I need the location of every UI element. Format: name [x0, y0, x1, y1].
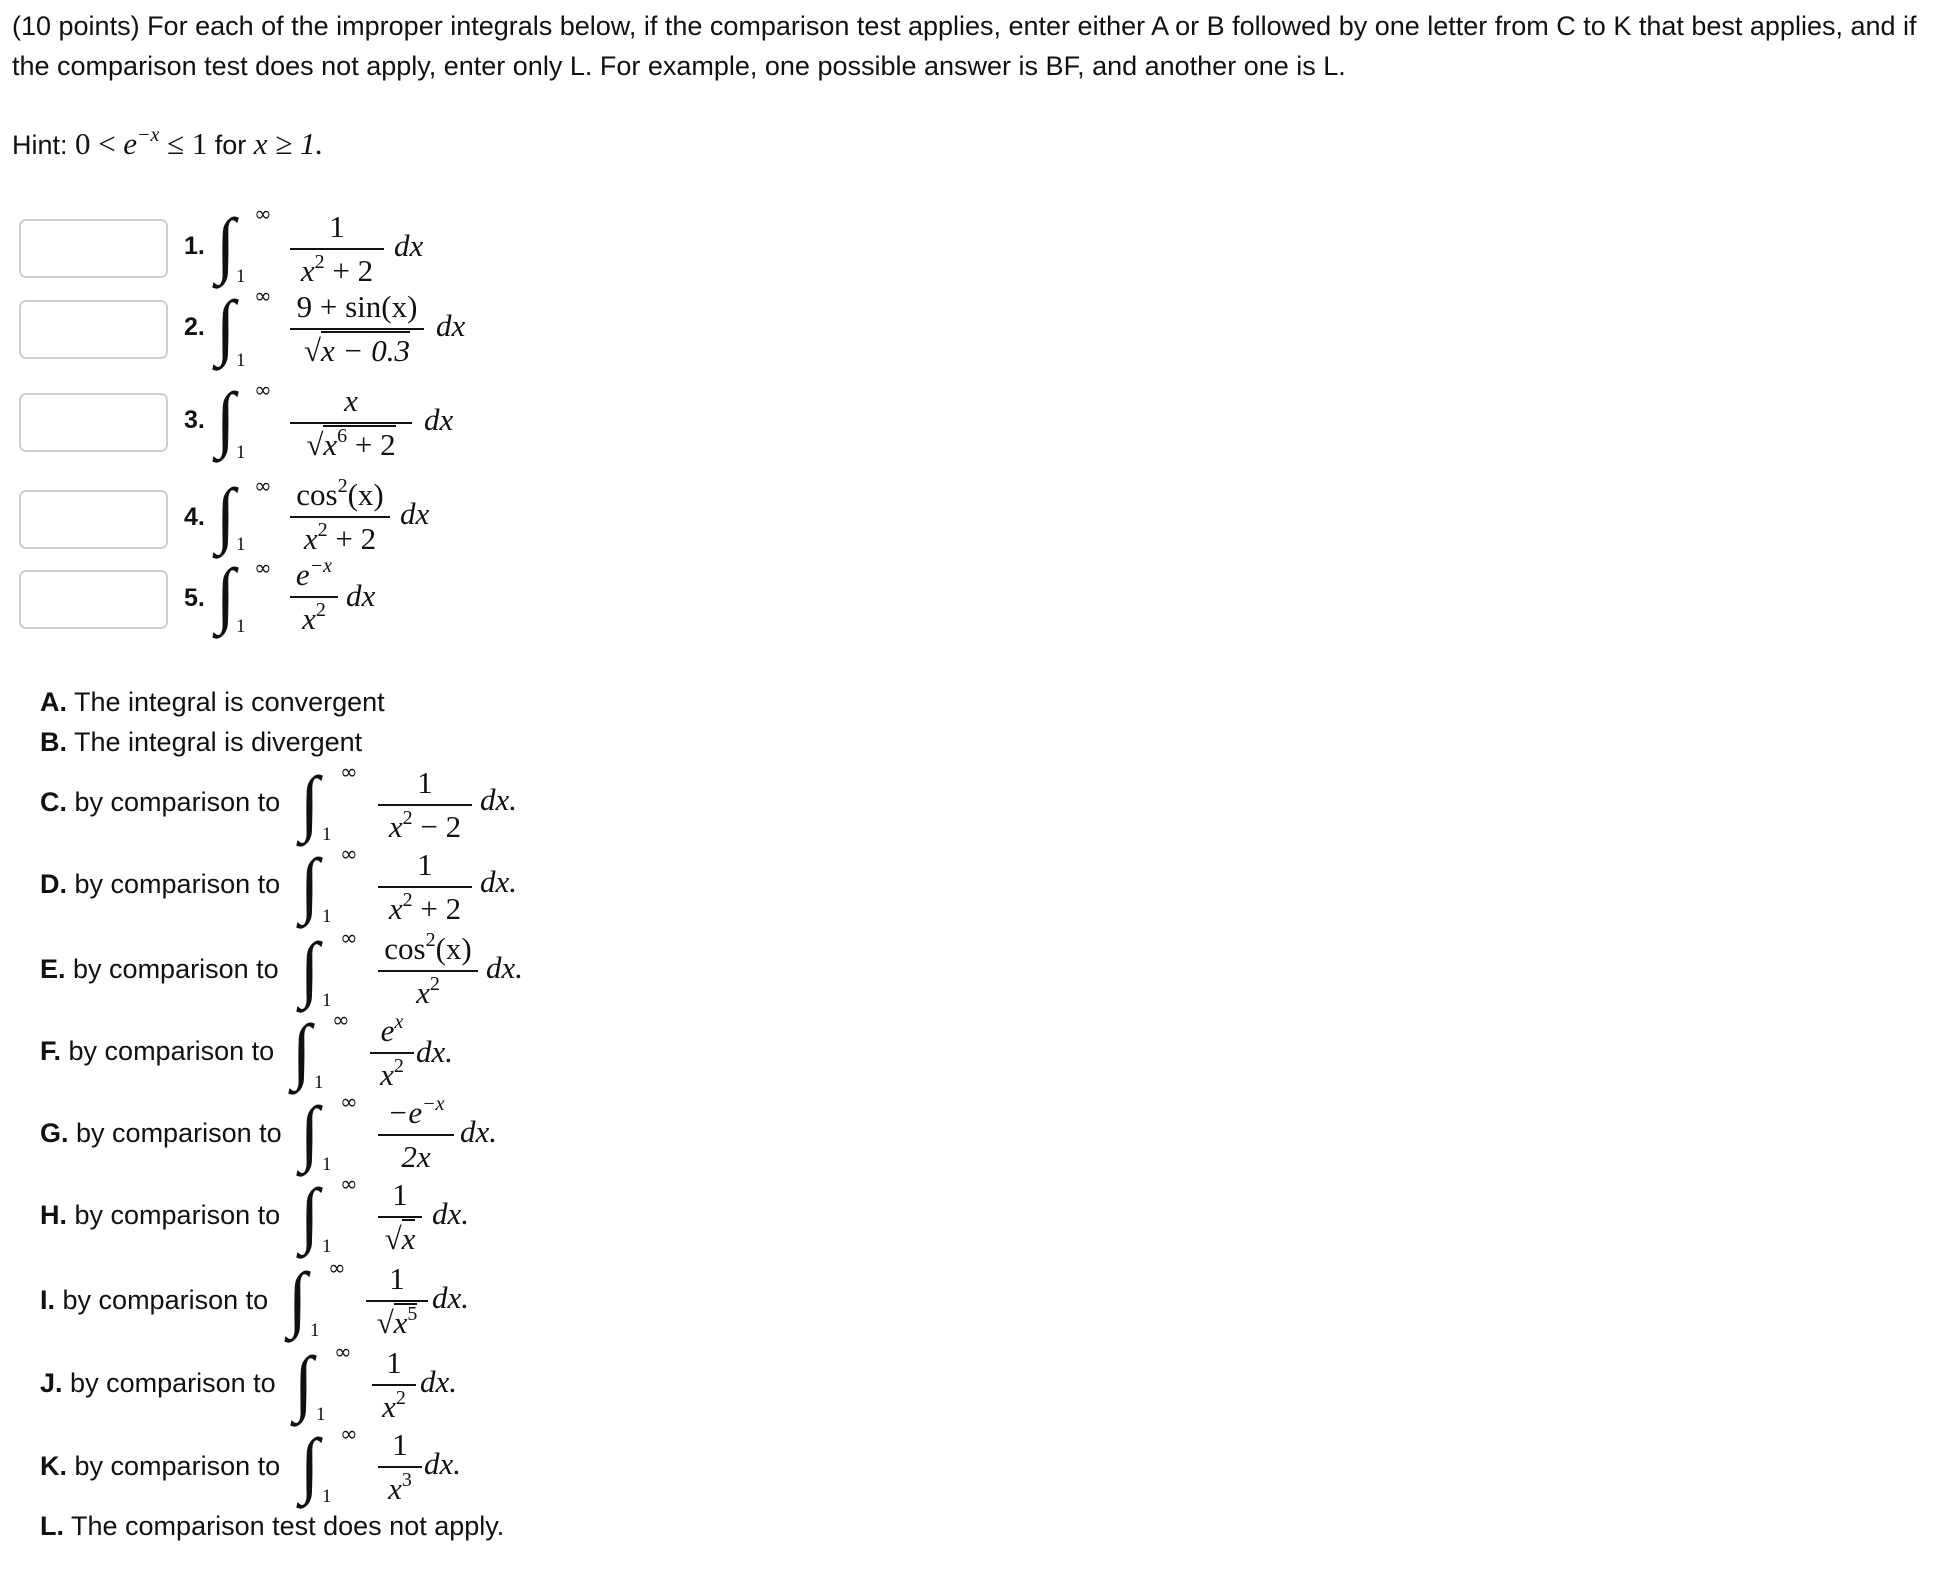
- question-intro: (10 points) For each of the improper integrals below, if the comparison test applies, enter either A or B followed by one letter from C to K that best applies, and if the comparison test does not apply, enter only L. For example, one possible answer is BF, and another one is L.: [12, 11, 1917, 81]
- answer-input-3[interactable]: [19, 393, 168, 452]
- hint-line: [12, 124, 323, 165]
- problem-integral-5: [216, 556, 416, 646]
- upper-limit: ∞: [340, 926, 358, 950]
- option-a: A. The integral is convergent: [40, 687, 385, 717]
- problem-number-1: 1.: [184, 232, 205, 260]
- option-i-integral: [288, 1256, 508, 1348]
- problem-number-4: 4.: [184, 503, 205, 531]
- dx: dx.: [480, 782, 518, 817]
- denominator: $x^2$: [302, 599, 326, 636]
- fraction: $-e^{-x}$ 2x: [378, 1094, 454, 1176]
- option-f: F. by comparison to: [40, 1036, 275, 1066]
- dx: dx.: [486, 950, 524, 985]
- lower-limit: 1: [236, 442, 246, 463]
- dx: dx.: [432, 1196, 470, 1231]
- problem-integral-1: [216, 202, 456, 292]
- option-h-integral: [300, 1172, 500, 1264]
- fraction: 1 $x^2$: [372, 1344, 416, 1426]
- hint-math-exp: −x: [137, 124, 160, 146]
- integral-sign-icon: ∫: [292, 1011, 312, 1092]
- option-d: D. by comparison to: [40, 869, 281, 899]
- upper-limit: ∞: [328, 1256, 346, 1280]
- hint-math-a: 0 <: [75, 126, 116, 161]
- fraction: 1 $x^2 + 2$: [378, 846, 472, 928]
- upper-limit: ∞: [254, 284, 272, 308]
- lower-limit: 1: [322, 1486, 332, 1507]
- lower-limit: 1: [310, 1320, 320, 1341]
- integral-sign-icon: ∫: [216, 555, 236, 636]
- dx: dx: [436, 308, 466, 343]
- dx: dx: [346, 578, 376, 613]
- option-b: B. The integral is divergent: [40, 727, 363, 757]
- fraction: $\cos^2(x)$ $x^2$: [378, 930, 478, 1012]
- upper-limit: ∞: [254, 556, 272, 580]
- lower-limit: 1: [236, 266, 246, 287]
- denominator: √x − 0.3: [304, 333, 410, 368]
- integral-sign-icon: ∫: [300, 1175, 320, 1256]
- numerator: 9 + sin(x): [296, 289, 418, 324]
- option-c: C. by comparison to: [40, 787, 281, 817]
- integral-sign-icon: ∫: [216, 205, 236, 286]
- upper-limit: ∞: [332, 1008, 350, 1032]
- option-e: E. by comparison to: [40, 954, 279, 984]
- hint-math-c: x ≥ 1.: [253, 126, 324, 161]
- option-k: K. by comparison to: [40, 1451, 281, 1481]
- upper-limit: ∞: [340, 842, 358, 866]
- integral-sign-icon: ∫: [300, 1093, 320, 1174]
- problem-number-5: 5.: [184, 584, 205, 612]
- answer-input-2[interactable]: [19, 300, 168, 359]
- option-d-integral: [300, 842, 540, 932]
- integral-sign-icon: ∫: [216, 379, 236, 460]
- lower-limit: 1: [236, 350, 246, 371]
- lower-limit: 1: [322, 906, 332, 927]
- lower-limit: 1: [314, 1072, 324, 1093]
- fraction: $e^x$ $x^2$: [370, 1012, 414, 1094]
- problem-number-2: 2.: [184, 313, 205, 341]
- denominator: $x^2 + 2$: [300, 251, 374, 288]
- fraction-bar: [290, 516, 390, 518]
- dx: dx.: [424, 1446, 462, 1481]
- dx: dx.: [432, 1280, 470, 1315]
- fraction: [290, 556, 338, 638]
- lower-limit: 1: [236, 616, 246, 637]
- upper-limit: ∞: [340, 760, 358, 784]
- fraction-bar: [290, 422, 412, 424]
- dx: dx.: [416, 1034, 454, 1069]
- option-e-integral: [300, 926, 540, 1016]
- dx: dx.: [460, 1114, 498, 1149]
- fraction: [290, 208, 384, 290]
- lower-limit: 1: [322, 1154, 332, 1175]
- fraction: 1 $x^3$: [378, 1426, 422, 1508]
- lower-limit: 1: [322, 1236, 332, 1257]
- hint-for: for: [214, 130, 247, 160]
- problem-integral-4: [216, 476, 456, 562]
- integral-sign-icon: ∫: [300, 845, 320, 926]
- dx: dx.: [480, 864, 518, 899]
- integral-sign-icon: ∫: [216, 475, 236, 556]
- upper-limit: ∞: [340, 1172, 358, 1196]
- option-h: H. by comparison to: [40, 1200, 281, 1230]
- integral-sign-icon: ∫: [294, 1343, 314, 1424]
- dx: dx: [400, 496, 430, 531]
- numerator: $\cos^2(x)$: [296, 475, 384, 512]
- numerator: $e^{-x}$: [295, 555, 333, 592]
- dx: dx: [424, 402, 454, 437]
- integral-sign-icon: ∫: [300, 763, 320, 844]
- integral-sign-icon: ∫: [300, 1425, 320, 1506]
- upper-limit: ∞: [254, 378, 272, 402]
- answer-input-5[interactable]: [19, 570, 168, 629]
- numerator: x: [344, 383, 358, 418]
- option-f-integral: [292, 1008, 492, 1100]
- fraction: 1 √x: [378, 1176, 422, 1258]
- fraction: 1 $√x^5$: [366, 1260, 428, 1342]
- hint-label: Hint:: [12, 130, 68, 160]
- option-j: J. by comparison to: [40, 1368, 276, 1398]
- option-c-integral: [300, 760, 540, 850]
- problem-integral-2: [216, 284, 496, 380]
- hint-math-b: ≤ 1: [166, 126, 208, 161]
- upper-limit: ∞: [340, 1090, 358, 1114]
- dx: dx: [394, 228, 424, 263]
- upper-limit: ∞: [334, 1340, 352, 1364]
- fraction-bar: [290, 596, 338, 598]
- option-k-integral: [300, 1422, 500, 1514]
- option-g-integral: [300, 1090, 540, 1182]
- fraction: 1 $x^2 - 2$: [378, 764, 472, 846]
- upper-limit: ∞: [254, 202, 272, 226]
- integral-sign-icon: ∫: [288, 1259, 308, 1340]
- fraction: [290, 382, 412, 464]
- answer-input-4[interactable]: [19, 490, 168, 549]
- problem-integral-3: [216, 380, 476, 472]
- problem-number-3: 3.: [184, 406, 205, 434]
- denominator: $√x^6 + 2$: [306, 425, 396, 462]
- fraction: [290, 288, 424, 370]
- fraction-bar: [290, 248, 384, 250]
- lower-limit: 1: [236, 534, 246, 555]
- lower-limit: 1: [316, 1404, 326, 1425]
- numerator: 1: [329, 209, 345, 244]
- integral-sign-icon: ∫: [300, 929, 320, 1010]
- fraction-bar: [290, 328, 424, 330]
- option-j-integral: [294, 1340, 494, 1432]
- upper-limit: ∞: [340, 1422, 358, 1446]
- option-l: L. The comparison test does not apply.: [40, 1511, 505, 1541]
- fraction: [290, 476, 390, 558]
- option-i: I. by comparison to: [40, 1285, 269, 1315]
- dx: dx.: [420, 1364, 458, 1399]
- upper-limit: ∞: [254, 474, 272, 498]
- denominator: $x^2 + 2$: [303, 519, 377, 556]
- integral-sign-icon: ∫: [216, 287, 236, 368]
- lower-limit: 1: [322, 990, 332, 1011]
- option-g: G. by comparison to: [40, 1118, 282, 1148]
- answer-input-1[interactable]: [19, 219, 168, 278]
- lower-limit: 1: [322, 824, 332, 845]
- hint-math-e: e: [123, 126, 138, 161]
